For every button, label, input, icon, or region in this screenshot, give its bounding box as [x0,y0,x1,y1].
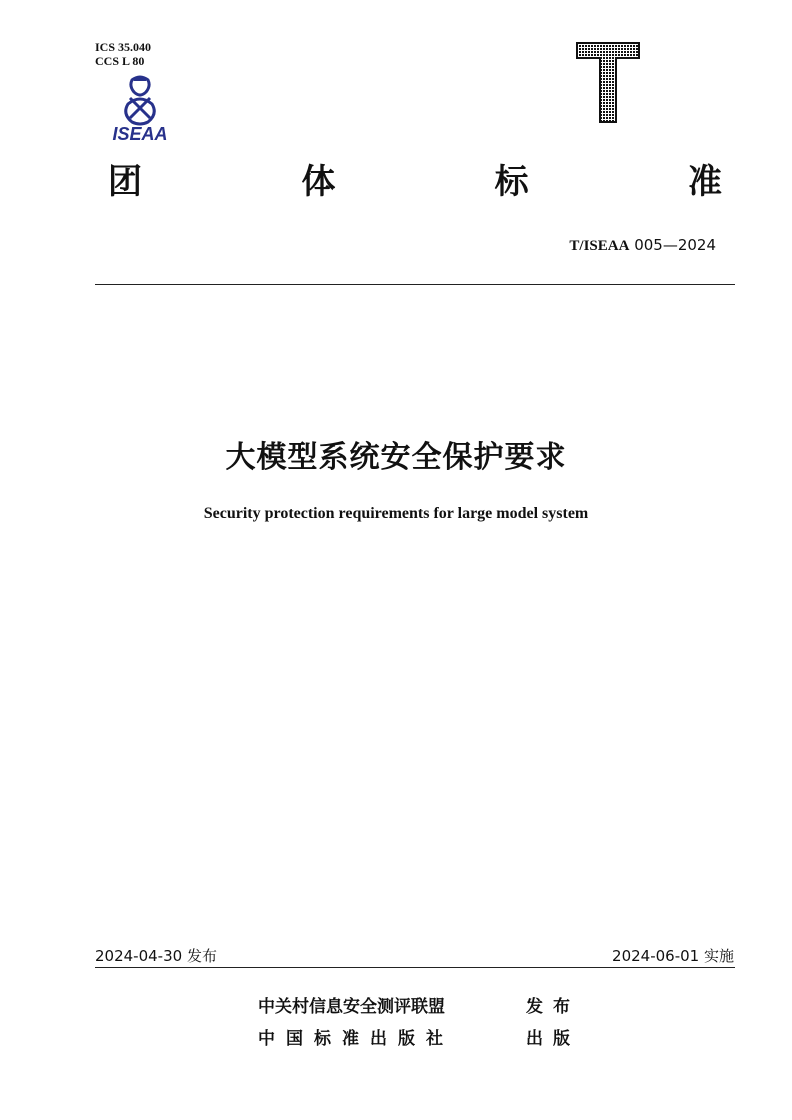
standard-number-prefix: T/ISEAA [569,238,630,254]
standard-number [569,236,716,255]
footer-divider [95,967,735,968]
logo-text: ISEAA [112,124,168,142]
title-english: Security protection requirements for large model system [203,505,589,522]
standard-number-value: 005—2024 [629,236,716,254]
category-char: 团 [108,162,142,202]
category-char: 体 [301,162,336,202]
publisher-org: 中关村信息安全测评联盟 [258,997,445,1017]
publisher-action: 出版 [526,1029,580,1049]
ics-code: ICS 35.040 [95,40,152,54]
publisher-line [258,992,580,1017]
publisher-org: 中国标准出版社 [258,1029,454,1049]
document-category [108,160,722,204]
publish-date: 2024-04-30 发布 [95,947,217,965]
header-divider [95,284,735,285]
publisher-line [258,1024,580,1049]
publisher-action: 发布 [526,997,580,1017]
classification-codes [95,40,151,68]
category-char: 准 [687,162,722,202]
iseaa-logo [108,74,172,142]
title-chinese: 大模型系统安全保护要求 [225,440,567,475]
implementation-date: 2024-06-01 实施 [612,947,734,965]
group-standard-letter [576,42,640,124]
ccs-code: CCS L 80 [95,54,145,68]
category-char: 标 [494,162,529,202]
